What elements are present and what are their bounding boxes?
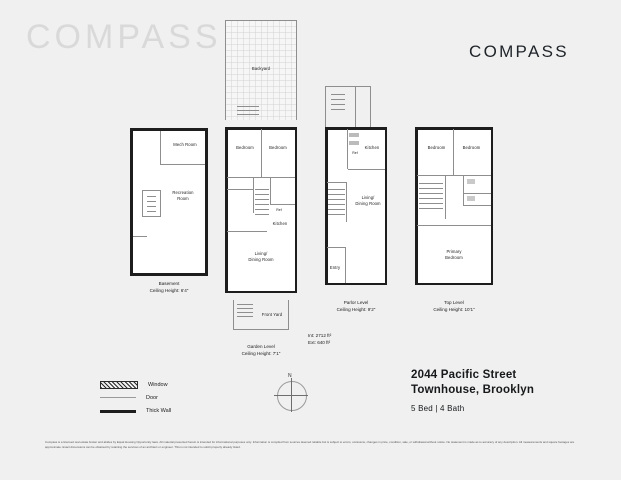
window-swatch-icon xyxy=(100,381,138,389)
garden-stair-line-2 xyxy=(255,194,269,195)
basement-wall-top xyxy=(130,128,208,131)
floor-plan-garden-level xyxy=(225,127,297,293)
compass-logo: COMPASS xyxy=(469,42,569,61)
garden-stair-line-4 xyxy=(255,204,269,205)
garden-stair-line-5 xyxy=(255,209,269,210)
backyard-step-1 xyxy=(237,106,259,107)
top-fixture-2 xyxy=(467,196,475,201)
top-partition-primary xyxy=(417,225,491,226)
backyard-step-2 xyxy=(237,110,259,111)
garden-caption-line1: Garden Level xyxy=(247,344,275,349)
front-yard-outline-right xyxy=(288,300,289,330)
basement-partition-5 xyxy=(142,216,161,217)
basement-partition-3 xyxy=(142,190,161,191)
top-caption-line1: Top Level xyxy=(444,300,464,305)
garden-wall-left xyxy=(225,127,228,293)
room-label-garden-bedroom-2: Bedroom xyxy=(269,145,287,150)
top-partition-hall-1 xyxy=(445,175,446,219)
room-label-garden-living: Living/ xyxy=(254,251,268,256)
basement-floor-area xyxy=(133,131,205,273)
backyard-outline-right xyxy=(296,20,297,120)
title-block xyxy=(411,369,601,413)
room-label-parlor-ref: Ref xyxy=(352,151,358,155)
parlor-partition-kitchen-bottom xyxy=(348,169,385,170)
room-label-garden-bedroom-1: Bedroom xyxy=(236,145,254,150)
room-label-parlor-dining: Dining Room xyxy=(355,201,381,206)
legend-label-door: Door xyxy=(146,394,158,401)
room-label-top-primary: Primary xyxy=(446,249,462,254)
top-stair-6 xyxy=(419,208,443,209)
room-label-recreation-room: Recreation Room xyxy=(172,190,194,201)
property-beds-baths: 5 Bed | 4 Bath xyxy=(411,404,465,413)
parlor-counter-2 xyxy=(349,141,359,145)
parlor-counter-1 xyxy=(349,133,359,137)
parlor-wall-left xyxy=(325,127,328,285)
basement-caption-line2: Ceiling Height: 6'4" xyxy=(149,287,189,293)
basement-wall-left xyxy=(130,128,133,276)
parlor-stair-l5 xyxy=(328,209,345,210)
basement-stair-2 xyxy=(147,201,156,202)
legend-label-thick-wall: Thick Wall xyxy=(146,407,172,414)
top-stair-3 xyxy=(419,193,443,194)
garden-caption xyxy=(216,344,306,358)
top-fixture-1 xyxy=(467,179,475,184)
basement-wall-bottom xyxy=(130,273,208,276)
front-yard-outline-left xyxy=(233,300,234,330)
parlor-deck-stair-3 xyxy=(331,104,345,105)
parlor-area-caption xyxy=(308,333,378,347)
garden-caption-line2: Ceiling Height: 7'1" xyxy=(241,350,281,356)
room-label-garden-kitchen: Kitchen xyxy=(272,221,288,226)
parlor-stair-l2 xyxy=(328,194,345,195)
garden-stair-line-3 xyxy=(255,199,269,200)
top-partition-hall-4 xyxy=(463,205,491,206)
basement-partition-6 xyxy=(142,190,143,216)
garden-partition-hall-3 xyxy=(270,178,271,204)
parlor-stair-l3 xyxy=(328,199,345,200)
thick-wall-swatch-icon xyxy=(100,410,136,413)
parlor-wall-top xyxy=(325,127,387,130)
legend-item-door xyxy=(100,391,220,404)
front-yard-step-4 xyxy=(237,316,253,317)
room-label-parlor-living: Living/ xyxy=(361,195,375,200)
backyard-outline-left xyxy=(225,20,226,120)
compass-rose-circle xyxy=(277,381,307,411)
legend xyxy=(100,378,220,417)
garden-backyard xyxy=(225,20,297,120)
disclaimer-text: Compass is a licensed real estate broker and abides by Equal Housing Opportunity laws. All material presented herein is intended for informational purposes only. Information is compiled from sources deemed reliable but is subject to errors, omissions, changes in price, condition, sale, or withdrawal without notice. No statement is made as to accuracy of any description. All measurements and square footages are approximate. Exact dimensions can be obtained by retaining the services of an architect or engineer. This is not intended to solicit property already listed. xyxy=(45,440,575,449)
parlor-deck-outline-left xyxy=(325,86,326,128)
floor-plan-basement xyxy=(130,128,208,276)
parlor-stair-l4 xyxy=(328,204,345,205)
parlor-partition-entry xyxy=(327,247,345,248)
legend-label-window: Window xyxy=(148,381,168,388)
parlor-deck-stair-1 xyxy=(331,94,345,95)
parlor-caption-line1: Parlor Level xyxy=(343,300,369,305)
door-swatch-icon xyxy=(100,394,136,401)
room-label-garden-ref: Ref xyxy=(276,208,282,212)
parlor-area-exterior: Ext: 640 ft² xyxy=(308,339,331,345)
garden-partition-hall-4 xyxy=(270,204,295,205)
parlor-deck-divider xyxy=(355,86,356,128)
top-partition-hall-2 xyxy=(463,175,464,205)
basement-stair-4 xyxy=(147,211,156,212)
property-subtitle: Townhouse, Brooklyn xyxy=(411,384,535,396)
front-yard-step-2 xyxy=(237,308,253,309)
front-yard-step-3 xyxy=(237,312,253,313)
top-caption-line2: Ceiling Height: 10'1" xyxy=(433,306,475,312)
basement-stair-1 xyxy=(147,196,156,197)
top-partition-hall-3 xyxy=(463,193,491,194)
top-wall-top xyxy=(415,127,493,130)
top-stair-4 xyxy=(419,198,443,199)
garden-partition-hall-2 xyxy=(253,177,254,213)
garden-partition-hall-1 xyxy=(227,189,253,190)
basement-wall-right xyxy=(205,128,208,276)
top-wall-right xyxy=(491,127,494,285)
compass-north-label: N xyxy=(288,373,292,379)
front-yard-step-1 xyxy=(237,304,253,305)
top-stair-1 xyxy=(419,183,443,184)
room-label-top-bedroom-2: Bedroom xyxy=(462,145,481,150)
parlor-partition-kitchen-left xyxy=(347,129,348,169)
parlor-caption xyxy=(311,300,401,314)
room-label-mech-room: Mech Room xyxy=(173,142,197,147)
garden-front-yard xyxy=(233,300,289,330)
garden-stair-line-1 xyxy=(255,189,269,190)
room-label-backyard: Backyard xyxy=(251,66,271,71)
room-label-parlor-entry: Entry xyxy=(329,265,341,270)
top-wall-left xyxy=(415,127,418,285)
garden-partition-bedrooms xyxy=(261,129,262,177)
parlor-area-interior: Int: 2712 ft² xyxy=(308,333,332,338)
room-label-front-yard: Front Yard xyxy=(261,312,283,317)
garden-stair-line-6 xyxy=(255,214,269,215)
legend-item-window xyxy=(100,378,220,391)
basement-partition-2 xyxy=(160,164,205,165)
top-caption xyxy=(409,300,499,314)
backyard-step-3 xyxy=(237,114,259,115)
parlor-stair-box xyxy=(327,182,347,183)
parlor-wall-bottom xyxy=(325,283,387,286)
garden-wall-bottom xyxy=(225,291,297,294)
floor-plan-top-level xyxy=(415,127,493,285)
garden-wall-right xyxy=(295,127,298,293)
basement-partition-1 xyxy=(160,131,161,165)
parlor-stair-l1 xyxy=(328,189,345,190)
parlor-stair-l6 xyxy=(328,214,345,215)
floor-plan-parlor-level xyxy=(325,127,387,285)
front-yard-outline-bottom xyxy=(233,329,289,330)
backyard-outline-top xyxy=(225,20,297,21)
compass-watermark: COMPASS xyxy=(26,18,222,56)
top-partition-center xyxy=(453,129,454,175)
parlor-rear-deck xyxy=(325,86,371,128)
basement-caption xyxy=(124,281,214,295)
basement-stair-3 xyxy=(147,206,156,207)
legend-item-thick-wall xyxy=(100,404,220,417)
parlor-caption-line2: Ceiling Height: 9'2" xyxy=(336,306,376,312)
room-label-top-primary-bedroom: Bedroom xyxy=(445,255,463,260)
parlor-deck-stair-4 xyxy=(331,109,345,110)
parlor-deck-outline-right xyxy=(370,86,371,128)
parlor-deck-stair-2 xyxy=(331,99,345,100)
top-wall-bottom xyxy=(415,283,493,286)
compass-rose-icon xyxy=(272,373,310,414)
property-address: 2044 Pacific Street xyxy=(411,369,517,381)
basement-partition-4 xyxy=(160,190,161,216)
basement-partition-7 xyxy=(133,236,147,237)
parlor-deck-outline-top xyxy=(325,86,371,87)
room-label-garden-dining: Dining Room xyxy=(248,257,274,262)
garden-partition-bed-bottom xyxy=(227,177,295,178)
garden-partition-living xyxy=(227,231,267,232)
top-partition-bed-bottom xyxy=(417,175,491,176)
parlor-stair-box-2 xyxy=(346,182,347,222)
top-stair-2 xyxy=(419,188,443,189)
top-stair-5 xyxy=(419,203,443,204)
basement-caption-line1: Basement xyxy=(158,281,180,286)
room-label-parlor-kitchen: Kitchen xyxy=(364,145,380,150)
room-label-top-bedroom-1: Bedroom xyxy=(427,145,446,150)
compass-rose-needle-horizontal xyxy=(274,395,308,396)
